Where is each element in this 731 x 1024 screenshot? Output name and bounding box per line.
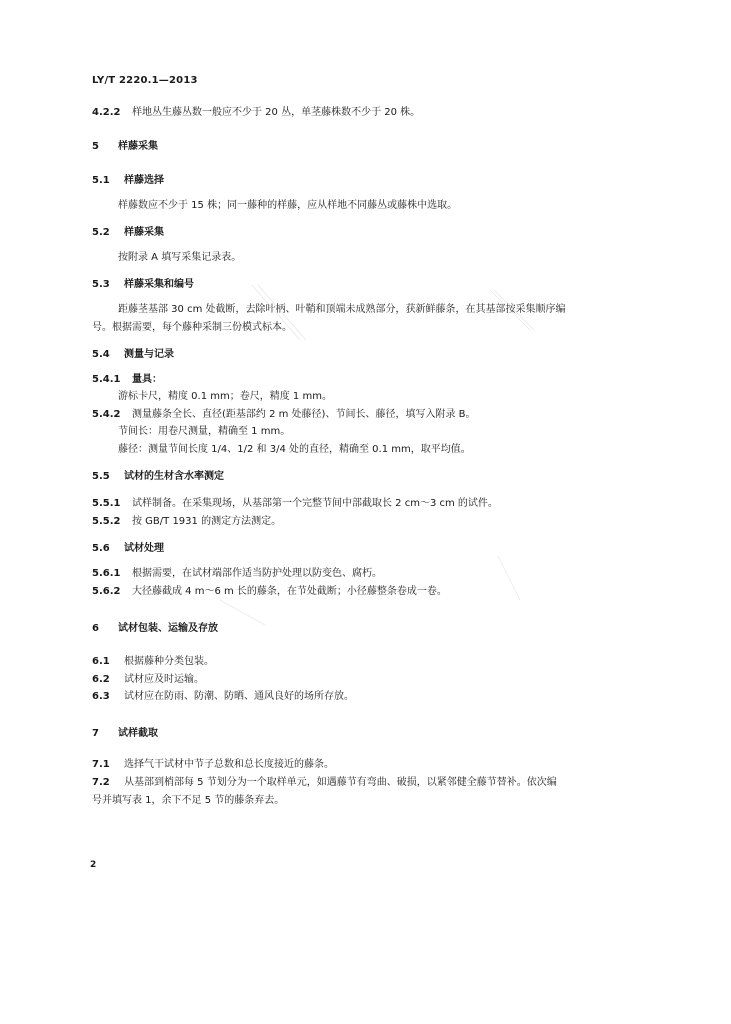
clause-number: 5.5.1 — [92, 498, 121, 509]
clause-number: 5.6.2 — [92, 586, 121, 597]
clause-text: 样地丛生藤丛数一般应不少于 20 丛，单茎藤株数不少于 20 株。 — [132, 107, 421, 118]
section-5-3-body-line2: 号。根据需要，每个藤种采制三份模式标本。 — [92, 322, 292, 333]
clause-5-4-1 — [92, 373, 162, 387]
clause-text: 根据需要，在试材端部作适当防护处理以防变色、腐朽。 — [132, 568, 382, 579]
section-7-heading — [92, 727, 158, 741]
section-5-1-body: 样藤数应不少于 15 株；同一藤种的样藤，应从样地不同藤丛或藤株中选取。 — [118, 200, 458, 211]
clause-number: 5.6.1 — [92, 568, 121, 579]
clause-number: 6.2 — [92, 674, 110, 685]
section-5-5-heading — [92, 470, 224, 484]
clause-6-1 — [92, 655, 214, 669]
section-5-2-heading — [92, 226, 164, 240]
clause-text: 从基部到梢部每 5 节划分为一个取样单元，如遇藤节有弯曲、破损，以紧邻健全藤节替补。依次编 — [124, 777, 557, 788]
section-title: 测量与记录 — [124, 349, 174, 360]
section-title: 样藤选择 — [124, 175, 164, 186]
section-number: 5.2 — [92, 227, 110, 238]
section-title: 试样截取 — [118, 728, 158, 739]
clause-number: 5.4.1 — [92, 374, 121, 385]
section-5-heading — [92, 140, 158, 154]
clause-text: 试材应在防雨、防潮、防晒、通风良好的场所存放。 — [124, 691, 354, 702]
clause-4-2-2 — [92, 106, 420, 120]
clause-7-2 — [92, 776, 557, 790]
clause-number: 4.2.2 — [92, 107, 121, 118]
clause-number: 5.5.2 — [92, 516, 121, 527]
section-5-1-heading — [92, 174, 164, 188]
section-title: 试材包装、运输及存放 — [118, 623, 218, 634]
clause-7-1 — [92, 758, 334, 772]
section-number: 6 — [92, 623, 99, 634]
section-number: 5 — [92, 141, 99, 152]
clause-7-2-body: 号并填写表 1，余下不足 5 节的藤条弃去。 — [92, 795, 285, 806]
clause-5-5-1 — [92, 497, 498, 511]
page-number: 2 — [90, 860, 97, 870]
section-5-4-heading — [92, 348, 174, 362]
clause-text: 量具： — [132, 374, 162, 385]
clause-text: 试材应及时运输。 — [124, 674, 204, 685]
clause-text: 按 GB/T 1931 的测定方法测定。 — [132, 516, 282, 527]
section-number: 5.5 — [92, 471, 110, 482]
document-header: LY/T 2220.1—2013 — [92, 75, 198, 86]
clause-5-4-1-body: 游标卡尺，精度 0.1 mm；卷尺，精度 1 mm。 — [118, 391, 332, 402]
clause-text: 测量藤条全长、直径(距基部约 2 m 处藤径)、节间长、藤径，填写入附录 B。 — [132, 409, 476, 420]
clause-6-3 — [92, 690, 354, 704]
clause-text: 根据藤种分类包装。 — [124, 656, 214, 667]
section-5-6-heading — [92, 542, 164, 556]
clause-text: 大径藤截成 4 m～6 m 长的藤条，在节处截断；小径藤整条卷成一卷。 — [132, 586, 447, 597]
clause-number: 6.3 — [92, 691, 110, 702]
clause-number: 5.4.2 — [92, 409, 121, 420]
section-5-3-body-line1: 距藤茎基部 30 cm 处截断，去除叶柄、叶鞘和顶端未成熟部分，获新鲜藤条，在其基部按采集顺序编 — [118, 304, 566, 315]
clause-number: 6.1 — [92, 656, 110, 667]
section-title: 样藤采集 — [118, 141, 158, 152]
section-title: 试材处理 — [124, 543, 164, 554]
clause-5-4-2-body-line1: 节间长：用卷尺测量，精确至 1 mm。 — [118, 426, 291, 437]
clause-number: 7.2 — [92, 777, 110, 788]
clause-5-4-2-body-line2: 藤径：测量节间长度 1/4、1/2 和 3/4 处的直径，精确至 0.1 mm，取平均值。 — [118, 444, 471, 455]
section-title: 样藤采集 — [124, 227, 164, 238]
section-number: 5.1 — [92, 175, 110, 186]
section-5-3-heading — [92, 278, 194, 292]
section-number: 5.6 — [92, 543, 110, 554]
section-number: 5.4 — [92, 349, 110, 360]
clause-text: 选择气干试材中节子总数和总长度接近的藤条。 — [124, 759, 334, 770]
section-5-2-body: 按附录 A 填写采集记录表。 — [118, 252, 242, 263]
clause-5-4-2 — [92, 408, 475, 422]
section-number: 7 — [92, 728, 99, 739]
section-title: 试材的生材含水率测定 — [124, 471, 224, 482]
clause-text: 试样制备。在采集现场，从基部第一个完整节间中部截取长 2 cm～3 cm 的试件。 — [132, 498, 498, 509]
clause-number: 7.1 — [92, 759, 110, 770]
clause-5-6-1 — [92, 567, 382, 581]
section-number: 5.3 — [92, 279, 110, 290]
section-6-heading — [92, 622, 218, 636]
clause-5-6-2 — [92, 585, 447, 599]
clause-5-5-2 — [92, 515, 281, 529]
clause-6-2 — [92, 673, 204, 687]
section-title: 样藤采集和编号 — [124, 279, 194, 290]
